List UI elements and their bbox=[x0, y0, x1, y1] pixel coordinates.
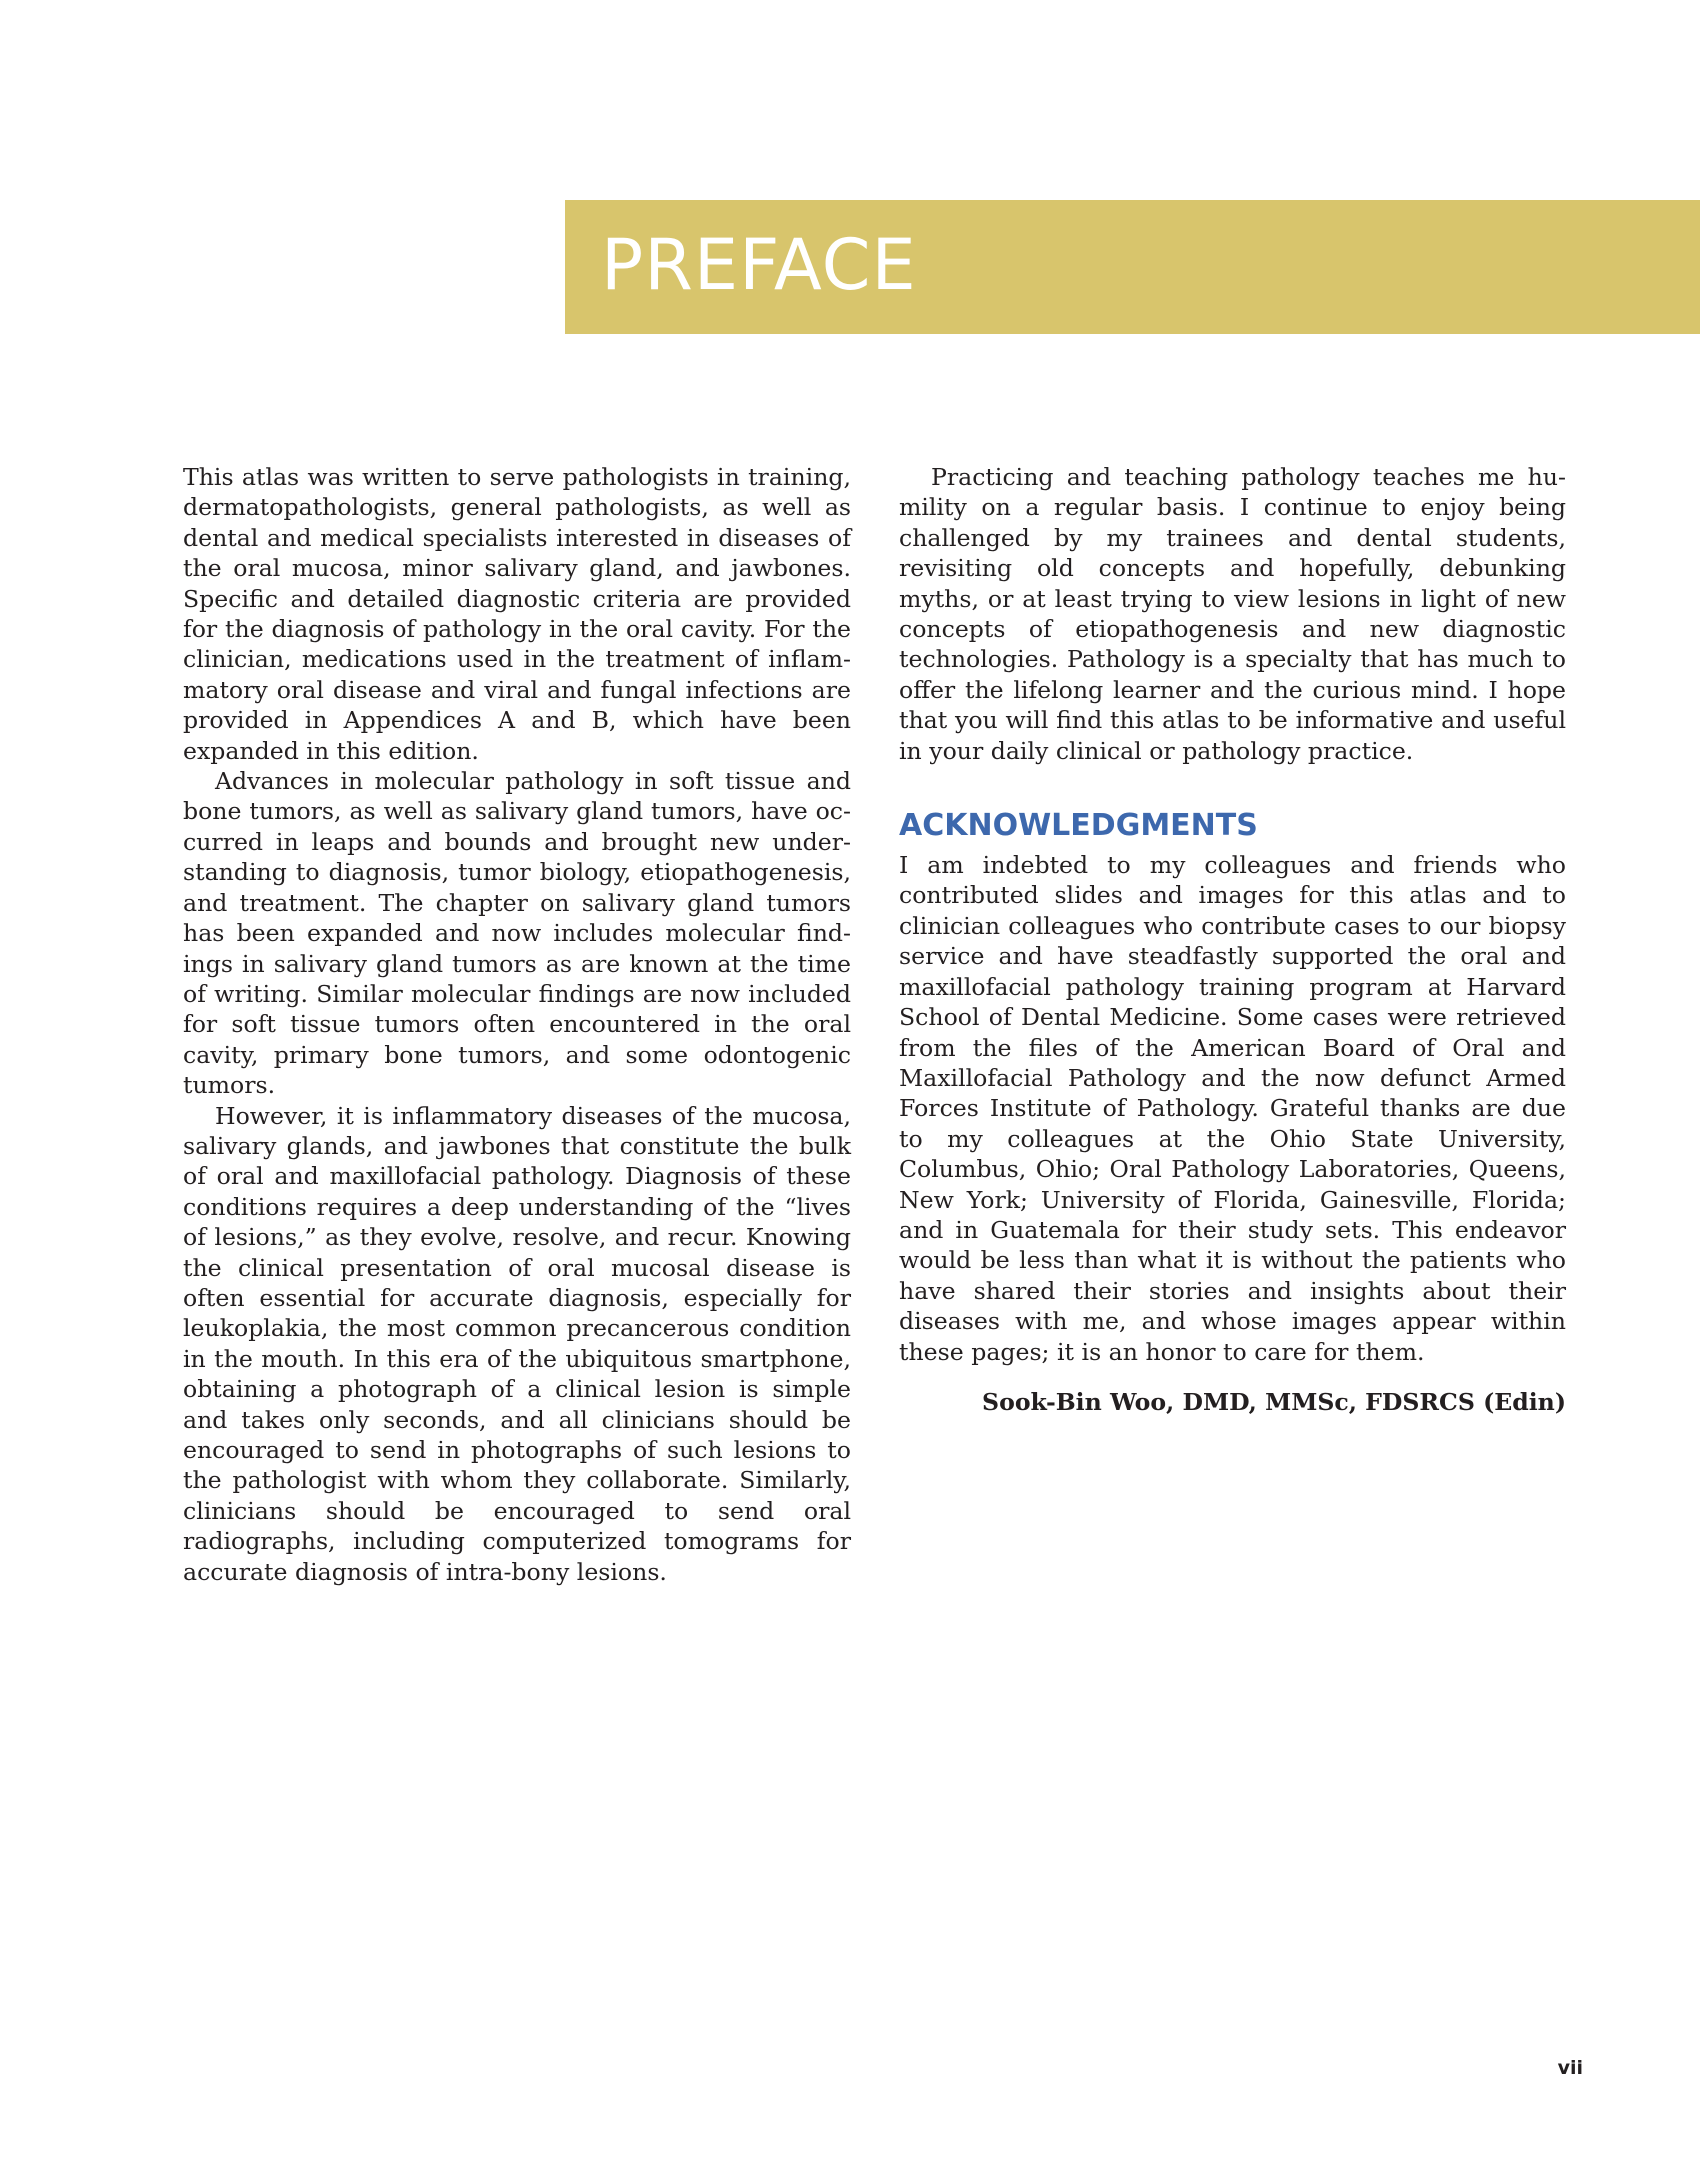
preface-paragraph-3: However, it is inflammatory diseases of the mucosa, salivary glands, and jawbones that constitute the bulk of oral and maxillofacial pathology. Diagnosis of these conditions requires a deep understanding of the “lives of lesions,” as they evolve, resolve, and recur. Knowing the clinical presentation of oral mucosal disease is often essential for accurate diagnosis, especially for leukoplakia, the most common precancerous condition in the mouth. In this era of the ubiquitous smartphone, obtaining a photograph of a clinical lesion is simple and takes only seconds, and all clinicians should be encouraged to send in photographs of such lesions to the pathologist with whom they collaborate. Similarly, clinicians should be encouraged to send oral radiographs, including computerized tomograms for accurate diagnosis of intra-bony lesions. bbox=[183, 1101, 851, 1586]
preface-paragraph-1: This atlas was written to serve pathologists in training, dermatopathologists, general pathologists, as well as dental and medical specialists interested in diseases of the oral mucosa, minor salivary gland, and jawbones. Specific and detailed diagnostic criteria are provided for the diagnosis of pathology in the oral cavity. For the clinician, medications used in the treatment of inflammatory oral disease and viral and fungal infections are provided in Appendices A and B, which have been expanded in this edition. bbox=[183, 463, 851, 765]
page-title: PREFACE bbox=[601, 224, 917, 306]
right-column bbox=[899, 462, 1566, 1417]
page-number: vii bbox=[1557, 2057, 1583, 2079]
preface-paragraph-2: Advances in molecular pathology in soft tissue and bone tumors, as well as salivary gland tumors, have occurred in leaps and bounds and brought new understanding to diagnosis, tumor biology, etiopathogenesis, and treatment. The chapter on salivary gland tumors has been expanded and now includes molecular findings in salivary gland tumors as are known at the time of writing. Similar molecular findings are now included for soft tissue tumors often encountered in the oral cavity, primary bone tumors, and some odontogenic tumors. bbox=[183, 767, 851, 1100]
preface-paragraph-4: Practicing and teaching pathology teaches me humility on a regular basis. I continue to enjoy being challenged by my trainees and dental students, revisiting old concepts and hopefully, debunking myths, or at least trying to view lesions in light of new concepts of etiopathogenesis and new diagnostic technologies. Pathology is a specialty that has much to offer the lifelong learner and the curious mind. I hope that you will find this atlas to be informative and useful in your daily clinical or pathology practice. bbox=[899, 463, 1566, 765]
left-column bbox=[183, 462, 851, 1587]
acknowledgments-heading: ACKNOWLEDGMENTS bbox=[899, 808, 1258, 844]
author-signature: Sook-Bin Woo, DMD, MMSc, FDSRCS (Edin) bbox=[982, 1387, 1566, 1416]
title-banner bbox=[565, 200, 1700, 334]
acknowledgments-paragraph: I am indebted to my colleagues and friends who contributed slides and images for this atlas and to clinician colleagues who contribute cases to our biopsy service and have steadfastly supported the oral and maxillofacial pathology training program at Harvard School of Dental Medicine. Some cases were retrieved from the files of the American Board of Oral and Maxillofacial Pathology and the now defunct Armed Forces Institute of Pathology. Grateful thanks are due to my colleagues at the Ohio State University, Columbus, Ohio; Oral Pathology Laboratories, Queens, New York; University of Florida, Gainesville, Florida; and in Guatemala for their study sets. This endeavor would be less than what it is without the patients who have shared their stories and insights about their diseases with me, and whose images appear within these pages; it is an honor to care for them. bbox=[899, 851, 1566, 1366]
